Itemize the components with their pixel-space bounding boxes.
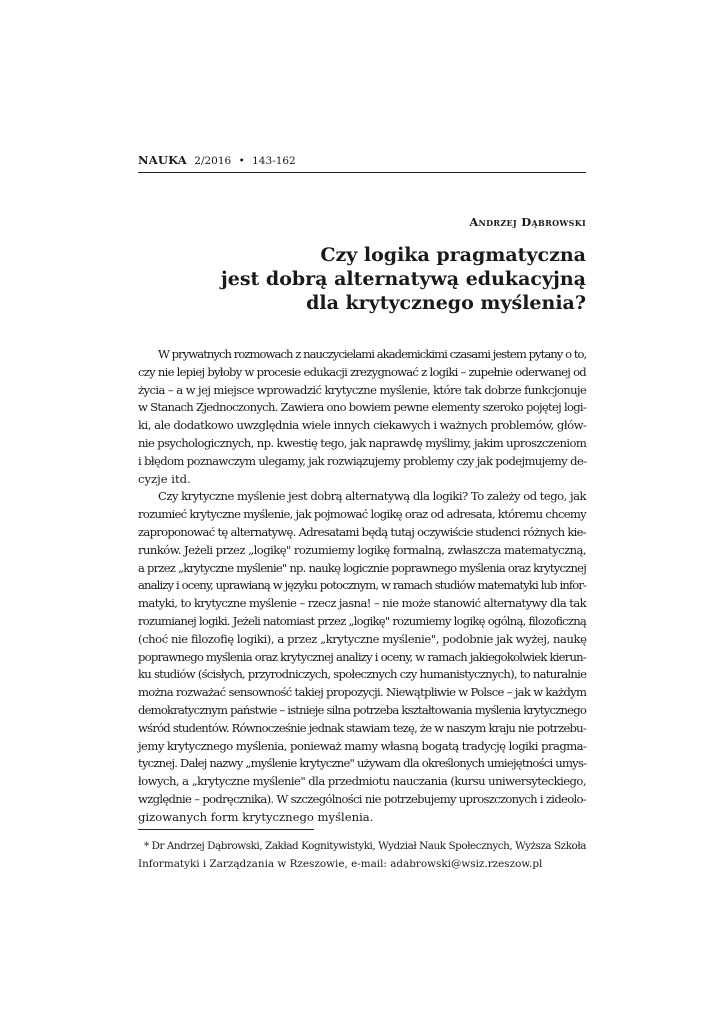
text-line: łowych, a „krytyczne myślenie" dla przedmiotu nauczania (kursu uniwersyteckiego, xyxy=(138,774,586,789)
title-line: dla krytycznego myślenia? xyxy=(306,292,586,314)
text-line: czy nie lepiej byłoby w procesie edukacji zrezygnować z logiki – zupełnie oderwanej od xyxy=(138,364,586,379)
footnote-line: * Dr Andrzej Dąbrowski, Zakład Kognitywistyki, Wydział Nauk Społecznych, Wyższa Szkoła xyxy=(144,840,586,852)
title-line: Czy logika pragmatyczna xyxy=(320,244,586,266)
running-head xyxy=(138,153,586,168)
text-line: można rozważać sensowność takiej propozycji. Niewątpliwie w Polsce – jak w każdym xyxy=(138,685,587,700)
footnote-rule xyxy=(138,829,314,830)
text-line: gizowanych form krytycznego myślenia. xyxy=(138,809,374,824)
text-line: wśród studentów. Równocześnie jednak stawiam tezę, że w naszym kraju nie potrzebu- xyxy=(138,720,586,735)
text-line: i błędom poznawczym ulegamy, jak rozwiązujemy problemy czy jak podejmujemy de- xyxy=(138,453,587,468)
footnote xyxy=(138,838,586,874)
text-line: a przez „krytyczne myślenie" np. naukę logicznie poprawnego myślenia oraz krytycznej xyxy=(138,560,586,575)
text-line: runków. Jeżeli przez „logikę" rozumiemy logikę formalną, zwłaszcza matematyczną, xyxy=(138,542,587,557)
header-rule xyxy=(138,172,586,173)
text-line: cyzje itd. xyxy=(138,471,191,486)
text-line: ki, ale dodatkowo uwzględnia wiele innych ciekawych i ważnych problemów, głów- xyxy=(138,418,587,433)
author-name: Andrzej Dąbrowski xyxy=(469,215,586,229)
article-title xyxy=(221,243,586,315)
journal-name: NAUKA xyxy=(138,153,187,167)
text-line: analizy i oceny, uprawianą w języku potocznym, w ramach studiów matematyki lub infor- xyxy=(138,578,587,593)
text-line: tycznej. Dalej nazwy „myślenie krytyczne" używam dla określonych umiejętności umys- xyxy=(138,756,587,771)
issue-number: 2/2016 xyxy=(194,155,232,167)
article-body xyxy=(138,346,586,827)
text-line: rozumianej logiki. Jeżeli natomiast przez „logikę" rozumiemy logikę ogólną, filozoficzną xyxy=(138,613,587,628)
text-line: nie psychologicznych, np. kwestię tego, jak naprawdę myślimy, jakim uproszczeniom xyxy=(138,435,587,450)
title-line: jest dobrą alternatywą edukacyjną xyxy=(220,268,586,290)
paragraph-2 xyxy=(138,488,586,826)
text-line: Czy krytyczne myślenie jest dobrą alternatywą dla logiki? To zależy od tego, jak xyxy=(158,489,586,504)
text-line: demokratycznym państwie – istnieje silna potrzeba kształtowania myślenia krytycznego xyxy=(138,702,586,717)
text-line: w Stanach Zjednoczonych. Zawiera ono bowiem pewne elementy szeroko pojętej logi- xyxy=(138,400,587,415)
paragraph-1 xyxy=(138,346,586,488)
page-range: 143-162 xyxy=(252,155,296,167)
text-line: ku studiów (ścisłych, przyrodniczych, społecznych czy humanistycznych), to naturalnie xyxy=(138,667,587,682)
text-line: względnie – podręcznika). W szczególności nie potrzebujemy uproszczonych i zideolo- xyxy=(138,791,586,806)
footnote-line: Informatyki i Zarządzania w Rzeszowie, e-mail: adabrowski@wsiz.rzeszow.pl xyxy=(138,857,543,870)
text-line: (choć nie filozofię logiki), a przez „krytyczne myślenie", podobnie jak wyżej, naukę xyxy=(138,631,587,646)
text-line: W prywatnych rozmowach z nauczycielami akademickimi czasami jestem pytany o to, xyxy=(158,347,587,361)
header-separator: • xyxy=(238,155,245,167)
text-line: rozumieć krytyczne myślenie, jak pojmować logikę oraz od adresata, któremu chcemy xyxy=(138,507,586,522)
text-line: życia – a w jej miejsce wprowadzić krytyczne myślenie, które tak dobrze funkcjonuje xyxy=(138,382,587,397)
text-line: matyki, to krytyczne myślenie – rzecz jasna! – nie może stanowić alternatywy dla tak xyxy=(138,596,587,611)
text-line: jemy krytycznego myślenia, ponieważ mamy własną bogatą tradycję logiki pragma- xyxy=(138,738,587,753)
text-line: poprawnego myślenia oraz krytycznej analizy i oceny, w ramach jakiegokolwiek kierun- xyxy=(138,649,586,664)
text-line: zaproponować tę alternatywę. Adresatami będą tutaj oczywiście studenci różnych kie- xyxy=(138,524,586,539)
